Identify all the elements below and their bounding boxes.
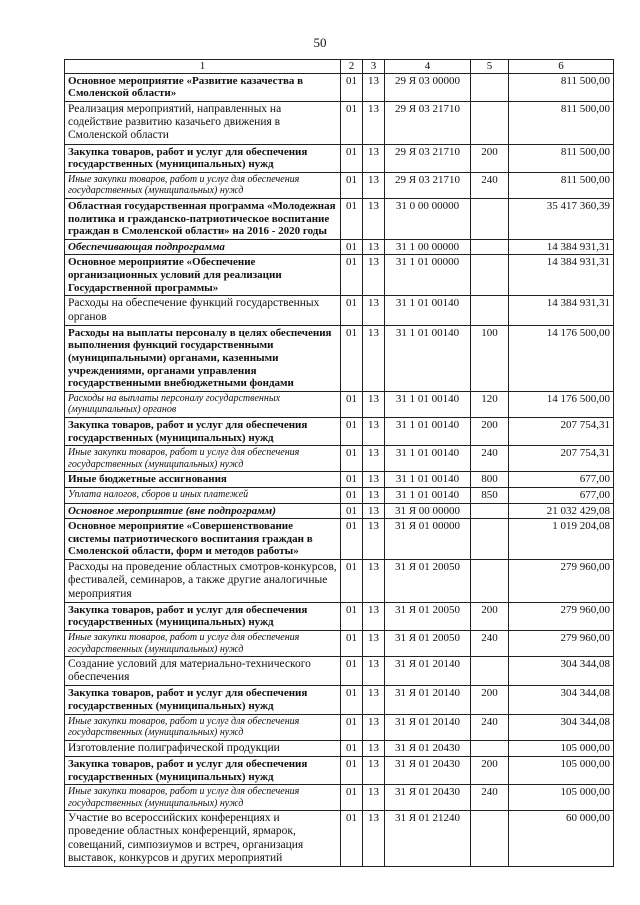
row-target-article-cell: 31 1 01 00140 bbox=[385, 446, 471, 472]
table-row bbox=[65, 657, 614, 686]
table-row bbox=[65, 756, 614, 784]
header-cell-2: 2 bbox=[341, 60, 363, 74]
header-cell-3: 3 bbox=[363, 60, 385, 74]
table-row bbox=[65, 417, 614, 445]
row-target-article-cell: 31 Я 01 20050 bbox=[385, 602, 471, 630]
row-expense-type-cell: 850 bbox=[471, 487, 509, 503]
row-expense-type-cell: 200 bbox=[471, 417, 509, 445]
row-amount-cell: 105 000,00 bbox=[509, 756, 614, 784]
row-expense-type-cell: 100 bbox=[471, 325, 509, 391]
row-amount-cell: 14 176 500,00 bbox=[509, 325, 614, 391]
row-section-cell: 01 bbox=[341, 657, 363, 686]
row-amount-cell: 105 000,00 bbox=[509, 740, 614, 756]
row-expense-type-cell: 800 bbox=[471, 472, 509, 488]
row-name-cell: Реализация мероприятий, направленных на содействие развитию казачьего движения в Смоленской области bbox=[65, 101, 341, 144]
row-name-cell: Основное мероприятие «Развитие казачества в Смоленской области» bbox=[65, 73, 341, 101]
row-subsection-cell: 13 bbox=[363, 756, 385, 784]
row-target-article-cell: 31 Я 01 20430 bbox=[385, 785, 471, 811]
header-cell-6: 6 bbox=[509, 60, 614, 74]
table-row bbox=[65, 686, 614, 714]
row-subsection-cell: 13 bbox=[363, 172, 385, 198]
row-section-cell: 01 bbox=[341, 560, 363, 603]
row-section-cell: 01 bbox=[341, 602, 363, 630]
row-subsection-cell: 13 bbox=[363, 391, 385, 417]
row-amount-cell: 677,00 bbox=[509, 472, 614, 488]
row-expense-type-cell bbox=[471, 101, 509, 144]
row-target-article-cell: 31 1 01 00140 bbox=[385, 391, 471, 417]
row-amount-cell: 14 384 931,31 bbox=[509, 239, 614, 255]
row-target-article-cell: 31 Я 01 00000 bbox=[385, 519, 471, 560]
row-expense-type-cell bbox=[471, 73, 509, 101]
row-target-article-cell: 31 Я 01 20140 bbox=[385, 686, 471, 714]
row-section-cell: 01 bbox=[341, 144, 363, 172]
row-section-cell: 01 bbox=[341, 325, 363, 391]
row-expense-type-cell: 200 bbox=[471, 756, 509, 784]
row-target-article-cell: 31 1 01 00140 bbox=[385, 472, 471, 488]
table-row bbox=[65, 740, 614, 756]
table-row bbox=[65, 239, 614, 255]
table-row bbox=[65, 325, 614, 391]
row-amount-cell: 811 500,00 bbox=[509, 144, 614, 172]
row-expense-type-cell: 200 bbox=[471, 686, 509, 714]
row-name-cell: Закупка товаров, работ и услуг для обеспечения государственных (муниципальных) нужд bbox=[65, 602, 341, 630]
row-amount-cell: 304 344,08 bbox=[509, 686, 614, 714]
header-cell-5: 5 bbox=[471, 60, 509, 74]
table-row bbox=[65, 503, 614, 519]
row-section-cell: 01 bbox=[341, 487, 363, 503]
table-row bbox=[65, 714, 614, 740]
row-name-cell: Закупка товаров, работ и услуг для обеспечения государственных (муниципальных) нужд bbox=[65, 756, 341, 784]
row-name-cell: Создание условий для материально-технического обеспечения bbox=[65, 657, 341, 686]
row-target-article-cell: 29 Я 03 00000 bbox=[385, 73, 471, 101]
table-row bbox=[65, 255, 614, 296]
row-section-cell: 01 bbox=[341, 198, 363, 239]
row-section-cell: 01 bbox=[341, 714, 363, 740]
row-subsection-cell: 13 bbox=[363, 255, 385, 296]
row-amount-cell: 811 500,00 bbox=[509, 172, 614, 198]
row-target-article-cell: 31 Я 01 20430 bbox=[385, 740, 471, 756]
table-row bbox=[65, 296, 614, 325]
table-row bbox=[65, 631, 614, 657]
row-target-article-cell: 31 Я 01 20430 bbox=[385, 756, 471, 784]
row-amount-cell: 105 000,00 bbox=[509, 785, 614, 811]
row-target-article-cell: 31 Я 01 20050 bbox=[385, 631, 471, 657]
row-name-cell: Расходы на выплаты персоналу в целях обеспечения выполнения функций государственными (муниципальными) органами, казенными учреждениями, органами управления государственными внебюджетными фондами bbox=[65, 325, 341, 391]
row-expense-type-cell: 240 bbox=[471, 172, 509, 198]
row-section-cell: 01 bbox=[341, 519, 363, 560]
row-subsection-cell: 13 bbox=[363, 631, 385, 657]
row-amount-cell: 279 960,00 bbox=[509, 602, 614, 630]
row-expense-type-cell bbox=[471, 255, 509, 296]
row-amount-cell: 14 384 931,31 bbox=[509, 296, 614, 325]
row-expense-type-cell bbox=[471, 503, 509, 519]
row-section-cell: 01 bbox=[341, 686, 363, 714]
row-section-cell: 01 bbox=[341, 756, 363, 784]
row-target-article-cell: 31 Я 01 20140 bbox=[385, 657, 471, 686]
row-name-cell: Иные закупки товаров, работ и услуг для обеспечения государственных (муниципальных) нужд bbox=[65, 785, 341, 811]
header-cell-4: 4 bbox=[385, 60, 471, 74]
table-row bbox=[65, 73, 614, 101]
row-expense-type-cell bbox=[471, 239, 509, 255]
row-amount-cell: 811 500,00 bbox=[509, 101, 614, 144]
table-header-row bbox=[65, 60, 614, 74]
header-cell-1: 1 bbox=[65, 60, 341, 74]
row-subsection-cell: 13 bbox=[363, 657, 385, 686]
row-amount-cell: 35 417 360,39 bbox=[509, 198, 614, 239]
row-target-article-cell: 29 Я 03 21710 bbox=[385, 101, 471, 144]
row-expense-type-cell bbox=[471, 296, 509, 325]
table-row bbox=[65, 560, 614, 603]
row-section-cell: 01 bbox=[341, 503, 363, 519]
row-target-article-cell: 31 1 01 00000 bbox=[385, 255, 471, 296]
row-amount-cell: 811 500,00 bbox=[509, 73, 614, 101]
row-subsection-cell: 13 bbox=[363, 487, 385, 503]
row-target-article-cell: 31 1 01 00140 bbox=[385, 487, 471, 503]
table-row bbox=[65, 602, 614, 630]
table-row bbox=[65, 172, 614, 198]
row-subsection-cell: 13 bbox=[363, 519, 385, 560]
row-target-article-cell: 31 Я 00 00000 bbox=[385, 503, 471, 519]
row-expense-type-cell bbox=[471, 560, 509, 603]
row-name-cell: Расходы на проведение областных смотров-конкурсов, фестивалей, семинаров, а также другие аналогичные мероприятия bbox=[65, 560, 341, 603]
row-section-cell: 01 bbox=[341, 101, 363, 144]
row-subsection-cell: 13 bbox=[363, 239, 385, 255]
row-section-cell: 01 bbox=[341, 255, 363, 296]
row-name-cell: Областная государственная программа «Молодежная политика и гражданско-патриотическое воспитание граждан в Смоленской области» на 2016 - 2020 годы bbox=[65, 198, 341, 239]
row-name-cell: Закупка товаров, работ и услуг для обеспечения государственных (муниципальных) нужд bbox=[65, 686, 341, 714]
row-amount-cell: 207 754,31 bbox=[509, 446, 614, 472]
table-body bbox=[65, 73, 614, 867]
row-expense-type-cell: 240 bbox=[471, 785, 509, 811]
row-expense-type-cell: 200 bbox=[471, 144, 509, 172]
row-name-cell: Основное мероприятие (вне подпрограмм) bbox=[65, 503, 341, 519]
row-name-cell: Расходы на обеспечение функций государственных органов bbox=[65, 296, 341, 325]
table-row bbox=[65, 446, 614, 472]
row-expense-type-cell bbox=[471, 740, 509, 756]
row-target-article-cell: 31 1 00 00000 bbox=[385, 239, 471, 255]
row-amount-cell: 677,00 bbox=[509, 487, 614, 503]
row-expense-type-cell bbox=[471, 198, 509, 239]
row-section-cell: 01 bbox=[341, 740, 363, 756]
row-amount-cell: 14 176 500,00 bbox=[509, 391, 614, 417]
row-subsection-cell: 13 bbox=[363, 811, 385, 867]
table-row bbox=[65, 472, 614, 488]
page-number: 50 bbox=[313, 35, 327, 50]
row-target-article-cell: 31 0 00 00000 bbox=[385, 198, 471, 239]
table-row bbox=[65, 487, 614, 503]
row-name-cell: Иные закупки товаров, работ и услуг для обеспечения государственных (муниципальных) нужд bbox=[65, 714, 341, 740]
table-row bbox=[65, 144, 614, 172]
row-subsection-cell: 13 bbox=[363, 417, 385, 445]
row-subsection-cell: 13 bbox=[363, 785, 385, 811]
row-name-cell: Уплата налогов, сборов и иных платежей bbox=[65, 487, 341, 503]
row-name-cell: Иные закупки товаров, работ и услуг для обеспечения государственных (муниципальных) нужд bbox=[65, 631, 341, 657]
row-target-article-cell: 31 Я 01 20050 bbox=[385, 560, 471, 603]
row-section-cell: 01 bbox=[341, 239, 363, 255]
row-expense-type-cell bbox=[471, 657, 509, 686]
row-subsection-cell: 13 bbox=[363, 73, 385, 101]
row-amount-cell: 60 000,00 bbox=[509, 811, 614, 867]
row-name-cell: Иные закупки товаров, работ и услуг для обеспечения государственных (муниципальных) нужд bbox=[65, 446, 341, 472]
row-section-cell: 01 bbox=[341, 472, 363, 488]
row-amount-cell: 279 960,00 bbox=[509, 560, 614, 603]
row-name-cell: Основное мероприятие «Совершенствование системы патриотического воспитания граждан в Смоленской области, форм и методов работы» bbox=[65, 519, 341, 560]
table-row bbox=[65, 101, 614, 144]
row-subsection-cell: 13 bbox=[363, 740, 385, 756]
row-expense-type-cell bbox=[471, 811, 509, 867]
table-row bbox=[65, 198, 614, 239]
row-section-cell: 01 bbox=[341, 417, 363, 445]
row-target-article-cell: 31 Я 01 21240 bbox=[385, 811, 471, 867]
row-section-cell: 01 bbox=[341, 785, 363, 811]
row-section-cell: 01 bbox=[341, 73, 363, 101]
row-subsection-cell: 13 bbox=[363, 446, 385, 472]
row-section-cell: 01 bbox=[341, 446, 363, 472]
row-amount-cell: 207 754,31 bbox=[509, 417, 614, 445]
row-name-cell: Закупка товаров, работ и услуг для обеспечения государственных (муниципальных) нужд bbox=[65, 417, 341, 445]
row-section-cell: 01 bbox=[341, 296, 363, 325]
row-target-article-cell: 31 1 01 00140 bbox=[385, 417, 471, 445]
budget-table bbox=[64, 59, 614, 867]
row-expense-type-cell: 240 bbox=[471, 631, 509, 657]
row-expense-type-cell: 240 bbox=[471, 446, 509, 472]
table-row bbox=[65, 785, 614, 811]
row-name-cell: Изготовление полиграфической продукции bbox=[65, 740, 341, 756]
row-name-cell: Обеспечивающая подпрограмма bbox=[65, 239, 341, 255]
row-subsection-cell: 13 bbox=[363, 101, 385, 144]
row-section-cell: 01 bbox=[341, 172, 363, 198]
row-subsection-cell: 13 bbox=[363, 472, 385, 488]
row-name-cell: Участие во всероссийских конференциях и проведение областных конференций, ярмарок, совещаний, симпозиумов и встреч, организация выставок, конкурсов и других мероприятий bbox=[65, 811, 341, 867]
table-row bbox=[65, 519, 614, 560]
table-row bbox=[65, 811, 614, 867]
row-target-article-cell: 31 1 01 00140 bbox=[385, 325, 471, 391]
row-expense-type-cell: 200 bbox=[471, 602, 509, 630]
row-target-article-cell: 29 Я 03 21710 bbox=[385, 172, 471, 198]
row-subsection-cell: 13 bbox=[363, 296, 385, 325]
row-target-article-cell: 29 Я 03 21710 bbox=[385, 144, 471, 172]
row-target-article-cell: 31 Я 01 20140 bbox=[385, 714, 471, 740]
row-subsection-cell: 13 bbox=[363, 602, 385, 630]
table-row bbox=[65, 391, 614, 417]
row-amount-cell: 304 344,08 bbox=[509, 714, 614, 740]
row-subsection-cell: 13 bbox=[363, 198, 385, 239]
row-subsection-cell: 13 bbox=[363, 144, 385, 172]
row-amount-cell: 304 344,08 bbox=[509, 657, 614, 686]
row-amount-cell: 1 019 204,08 bbox=[509, 519, 614, 560]
row-name-cell: Закупка товаров, работ и услуг для обеспечения государственных (муниципальных) нужд bbox=[65, 144, 341, 172]
row-target-article-cell: 31 1 01 00140 bbox=[385, 296, 471, 325]
row-subsection-cell: 13 bbox=[363, 325, 385, 391]
row-section-cell: 01 bbox=[341, 391, 363, 417]
row-expense-type-cell bbox=[471, 519, 509, 560]
row-amount-cell: 279 960,00 bbox=[509, 631, 614, 657]
row-amount-cell: 21 032 429,08 bbox=[509, 503, 614, 519]
row-amount-cell: 14 384 931,31 bbox=[509, 255, 614, 296]
row-subsection-cell: 13 bbox=[363, 503, 385, 519]
row-name-cell: Иные закупки товаров, работ и услуг для обеспечения государственных (муниципальных) нужд bbox=[65, 172, 341, 198]
row-subsection-cell: 13 bbox=[363, 686, 385, 714]
row-subsection-cell: 13 bbox=[363, 560, 385, 603]
row-name-cell: Основное мероприятие «Обеспечение организационных условий для реализации Государственной программы» bbox=[65, 255, 341, 296]
row-name-cell: Расходы на выплаты персоналу государственных (муниципальных) органов bbox=[65, 391, 341, 417]
row-section-cell: 01 bbox=[341, 631, 363, 657]
row-name-cell: Иные бюджетные ассигнования bbox=[65, 472, 341, 488]
row-expense-type-cell: 240 bbox=[471, 714, 509, 740]
row-section-cell: 01 bbox=[341, 811, 363, 867]
row-expense-type-cell: 120 bbox=[471, 391, 509, 417]
row-subsection-cell: 13 bbox=[363, 714, 385, 740]
